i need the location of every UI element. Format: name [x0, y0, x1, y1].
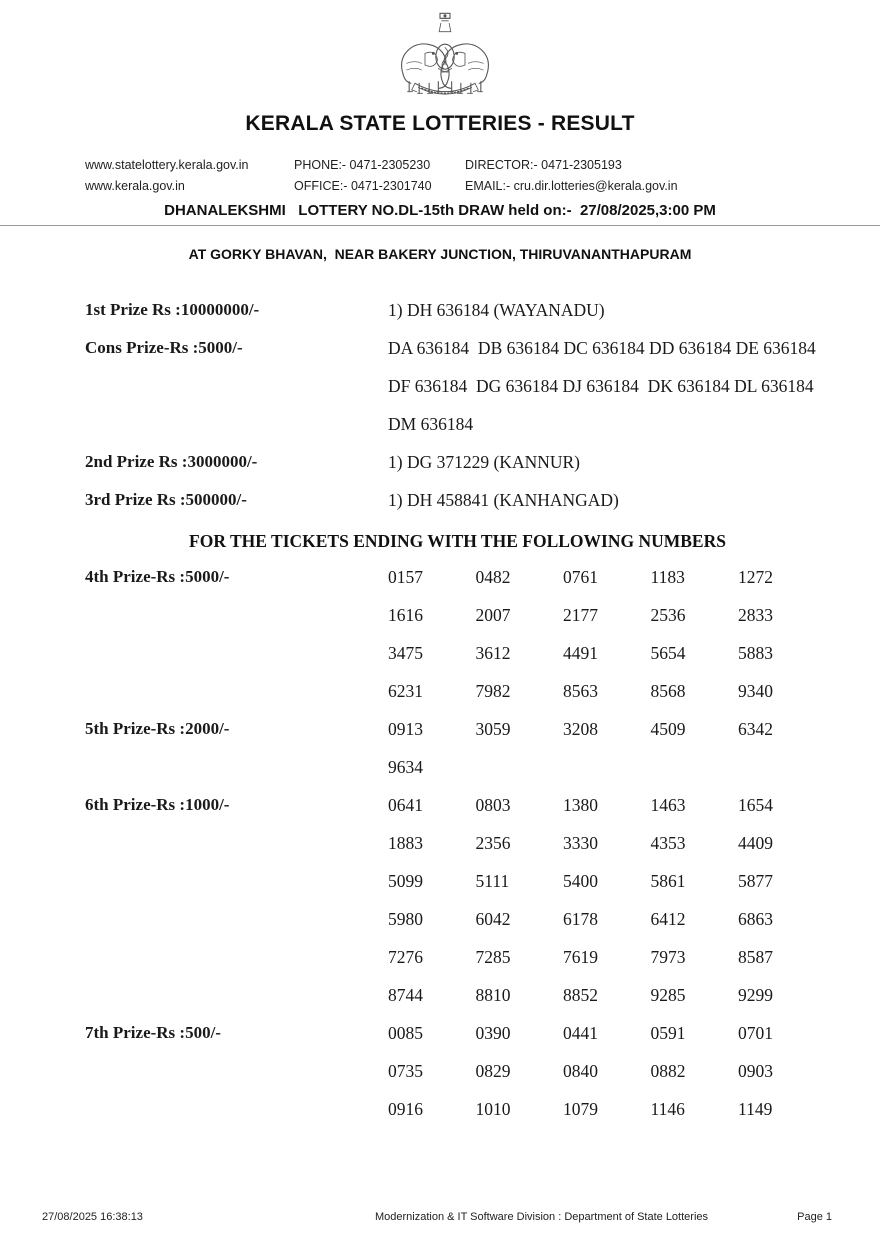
- ticket-number: 5111: [475, 870, 510, 891]
- kerala-govt-emblem-icon: [395, 8, 495, 112]
- prize-row: [85, 710, 845, 748]
- office-number: OFFICE:- 0471-2301740: [294, 179, 432, 193]
- email-address: EMAIL:- cru.dir.lotteries@kerala.gov.in: [465, 179, 678, 193]
- ticket-number: 1654: [738, 794, 773, 815]
- prize-row: [85, 367, 845, 405]
- prize-label: 7th Prize-Rs :500/-: [85, 1023, 221, 1042]
- ticket-number: 0903: [738, 1060, 773, 1081]
- prize-row: [85, 786, 845, 824]
- kerala-govt-emblem: [395, 8, 495, 112]
- ticket-number: 5861: [650, 870, 686, 891]
- ticket-number: 6231: [388, 680, 423, 701]
- ticket-number: 2833: [738, 604, 773, 625]
- ticket-number: 7982: [475, 680, 511, 701]
- prize-row: [85, 824, 845, 862]
- ticket-number: 0441: [563, 1022, 598, 1043]
- ticket-number: 0390: [475, 1022, 511, 1043]
- website-statelottery: www.statelottery.kerala.gov.in: [85, 158, 249, 172]
- ticket-number: 0482: [475, 566, 511, 587]
- ticket-number: 7276: [388, 946, 423, 967]
- ticket-number: 5654: [650, 642, 686, 663]
- ticket-number: 0829: [475, 1060, 511, 1081]
- contact-info: [85, 158, 805, 193]
- prize-label: 1st Prize Rs :10000000/-: [85, 300, 260, 319]
- ticket-number: 0840: [563, 1060, 598, 1081]
- prize-winning-numbers: 1) DG 371229 (KANNUR): [388, 451, 580, 472]
- footer-division: Modernization & IT Software Division : Department of State Lotteries: [375, 1211, 709, 1223]
- prize-label: 2nd Prize Rs :3000000/-: [85, 452, 258, 471]
- prize-row: [85, 405, 845, 443]
- ticket-number: 0913: [388, 718, 423, 739]
- ticket-number: 2536: [650, 604, 686, 625]
- ticket-number: 9634: [388, 756, 423, 777]
- prize-row: [85, 862, 845, 900]
- page-footer: [0, 1211, 880, 1227]
- ticket-number: 2007: [475, 604, 511, 625]
- prize-winning-numbers: DA 636184 DB 636184 DC 636184 DD 636184 DE 636184: [388, 337, 816, 358]
- ticket-number: 6342: [738, 718, 773, 739]
- ticket-number: 5980: [388, 908, 423, 929]
- ticket-number: 1183: [650, 566, 685, 587]
- top-prizes-section: [85, 291, 845, 519]
- ticket-number: 1146: [650, 1098, 685, 1119]
- ticket-number: 8587: [738, 946, 773, 967]
- prize-row: [85, 976, 845, 1014]
- ticket-number: 1149: [738, 1098, 773, 1119]
- prize-row: [85, 481, 845, 519]
- ticket-number: 1079: [563, 1098, 598, 1119]
- ticket-number: 1883: [388, 832, 423, 853]
- ticket-number: 5883: [738, 642, 773, 663]
- prize-row: [85, 558, 845, 596]
- ticket-number: 0803: [475, 794, 511, 815]
- prize-row: [85, 672, 845, 710]
- ticket-number: 3059: [475, 718, 511, 739]
- draw-title: DHANALEKSHMI LOTTERY NO.DL-15th DRAW held on:- 27/08/2025,3:00 PM: [164, 202, 716, 219]
- prize-row: [85, 634, 845, 672]
- prize-row: [85, 1090, 845, 1128]
- prize-row: [85, 329, 845, 367]
- ticket-number: 8744: [388, 984, 423, 1005]
- page-title: KERALA STATE LOTTERIES - RESULT: [245, 112, 635, 135]
- ticket-number: 6412: [650, 908, 686, 929]
- prize-label: Cons Prize-Rs :5000/-: [85, 338, 243, 357]
- ticket-number: 0701: [738, 1022, 773, 1043]
- ticket-number: 5877: [738, 870, 773, 891]
- prize-winning-numbers: 1) DH 636184 (WAYANADU): [388, 299, 605, 320]
- footer-timestamp: 27/08/2025 16:38:13: [42, 1211, 143, 1223]
- website-kerala: www.kerala.gov.in: [85, 179, 185, 193]
- ticket-number: 1010: [475, 1098, 511, 1119]
- ticket-number: 1272: [738, 566, 773, 587]
- ticket-number: 3475: [388, 642, 423, 663]
- prize-label: 4th Prize-Rs :5000/-: [85, 567, 230, 586]
- ticket-number: 0591: [650, 1022, 686, 1043]
- prize-row: [85, 596, 845, 634]
- ticket-number: 2356: [475, 832, 511, 853]
- ticket-number: 9285: [650, 984, 686, 1005]
- ticket-number: 4491: [563, 642, 598, 663]
- ticket-number: 0916: [388, 1098, 423, 1119]
- footer-page-number: Page 1: [797, 1211, 832, 1223]
- ticket-number: 0882: [650, 1060, 686, 1081]
- prize-row: [85, 1014, 845, 1052]
- ticket-number: 7285: [475, 946, 511, 967]
- ticket-number: 4509: [650, 718, 686, 739]
- ticket-number: 3208: [563, 718, 598, 739]
- ticket-number: 4409: [738, 832, 773, 853]
- ending-prizes-section: [85, 558, 845, 1128]
- ending-numbers-heading: FOR THE TICKETS ENDING WITH THE FOLLOWING NUMBERS: [189, 530, 726, 551]
- prize-row: [85, 748, 845, 786]
- prize-winning-numbers: DF 636184 DG 636184 DJ 636184 DK 636184 DL 636184: [388, 375, 814, 396]
- ticket-number: 1463: [650, 794, 686, 815]
- ticket-number: 2177: [563, 604, 598, 625]
- prize-label: 5th Prize-Rs :2000/-: [85, 719, 230, 738]
- ticket-number: 8563: [563, 680, 598, 701]
- ticket-number: 0641: [388, 794, 423, 815]
- ticket-number: 9299: [738, 984, 773, 1005]
- ticket-number: 7619: [563, 946, 598, 967]
- prize-row: [85, 291, 845, 329]
- ticket-number: 6178: [563, 908, 598, 929]
- divider: [0, 225, 880, 226]
- director-number: DIRECTOR:- 0471-2305193: [465, 158, 622, 172]
- ticket-number: 1380: [563, 794, 598, 815]
- prize-label: 3rd Prize Rs :500000/-: [85, 490, 247, 509]
- ticket-number: 6863: [738, 908, 773, 929]
- ticket-number: 8852: [563, 984, 598, 1005]
- venue-title: AT GORKY BHAVAN, NEAR BAKERY JUNCTION, THIRUVANANTHAPURAM: [188, 246, 692, 262]
- prize-row: [85, 938, 845, 976]
- prize-row: [85, 1052, 845, 1090]
- ticket-number: 9340: [738, 680, 773, 701]
- ticket-number: 1616: [388, 604, 423, 625]
- prize-winning-numbers: DM 636184: [388, 413, 474, 434]
- ticket-number: 0761: [563, 566, 598, 587]
- ticket-number: 0735: [388, 1060, 423, 1081]
- ticket-number: 0157: [388, 566, 423, 587]
- prize-winning-numbers: 1) DH 458841 (KANHANGAD): [388, 489, 619, 510]
- ticket-number: 4353: [650, 832, 686, 853]
- prize-row: [85, 900, 845, 938]
- ticket-number: 7973: [650, 946, 686, 967]
- ticket-number: 5099: [388, 870, 423, 891]
- ticket-number: 5400: [563, 870, 598, 891]
- ticket-number: 8810: [475, 984, 511, 1005]
- phone-number: PHONE:- 0471-2305230: [294, 158, 431, 172]
- prize-label: 6th Prize-Rs :1000/-: [85, 795, 230, 814]
- prize-row: [85, 443, 845, 481]
- ticket-number: 6042: [475, 908, 511, 929]
- ticket-number: 0085: [388, 1022, 423, 1043]
- ticket-number: 3330: [563, 832, 598, 853]
- ticket-number: 3612: [475, 642, 511, 663]
- ticket-number: 8568: [650, 680, 686, 701]
